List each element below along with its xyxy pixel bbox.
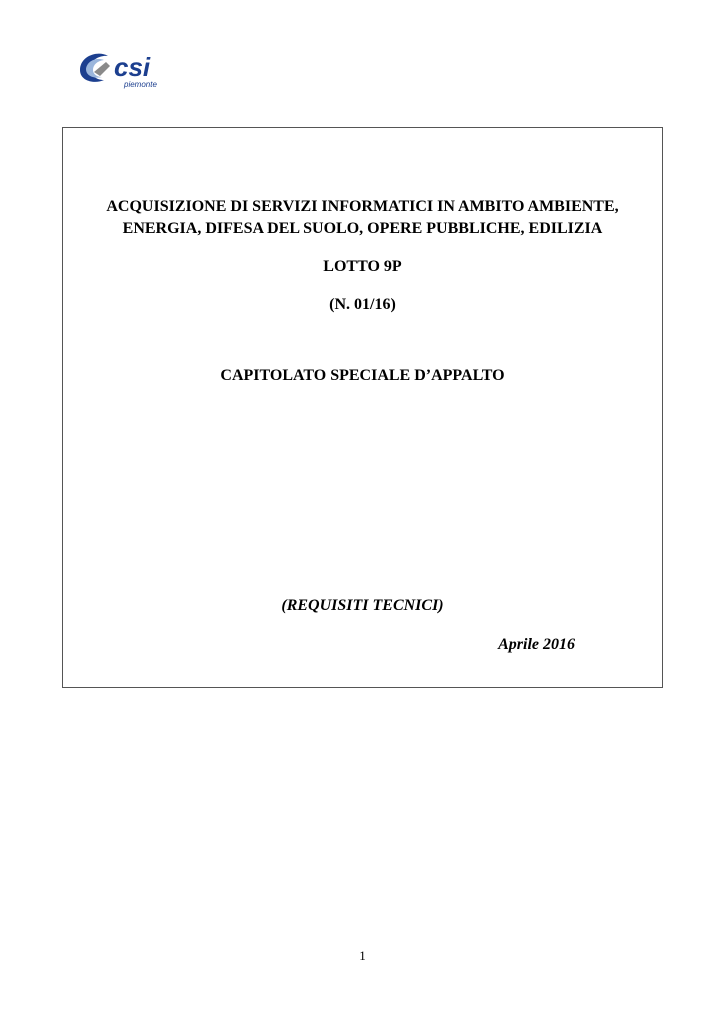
csi-logo-icon (76, 46, 176, 92)
tender-number: (N. 01/16) (329, 296, 396, 313)
cover-frame (62, 127, 663, 688)
page-number: 1 (359, 948, 366, 963)
title-line-2: ENERGIA, DIFESA DEL SUOLO, OPERE PUBBLICHE, EDILIZIA (122, 220, 603, 237)
csi-piemonte-logo (76, 46, 176, 92)
lot-label: LOTTO 9P (323, 258, 402, 275)
logo-brand-text: csi (114, 52, 151, 82)
logo-sub-text: piemonte (124, 80, 157, 89)
document-date: Aprile 2016 (498, 636, 575, 653)
document-type: CAPITOLATO SPECIALE D’APPALTO (220, 367, 505, 384)
title-line-1: ACQUISIZIONE DI SERVIZI INFORMATICI IN AMBITO AMBIENTE, (106, 198, 619, 215)
document-title (63, 196, 662, 240)
document-subtitle: (REQUISITI TECNICI) (281, 597, 444, 614)
